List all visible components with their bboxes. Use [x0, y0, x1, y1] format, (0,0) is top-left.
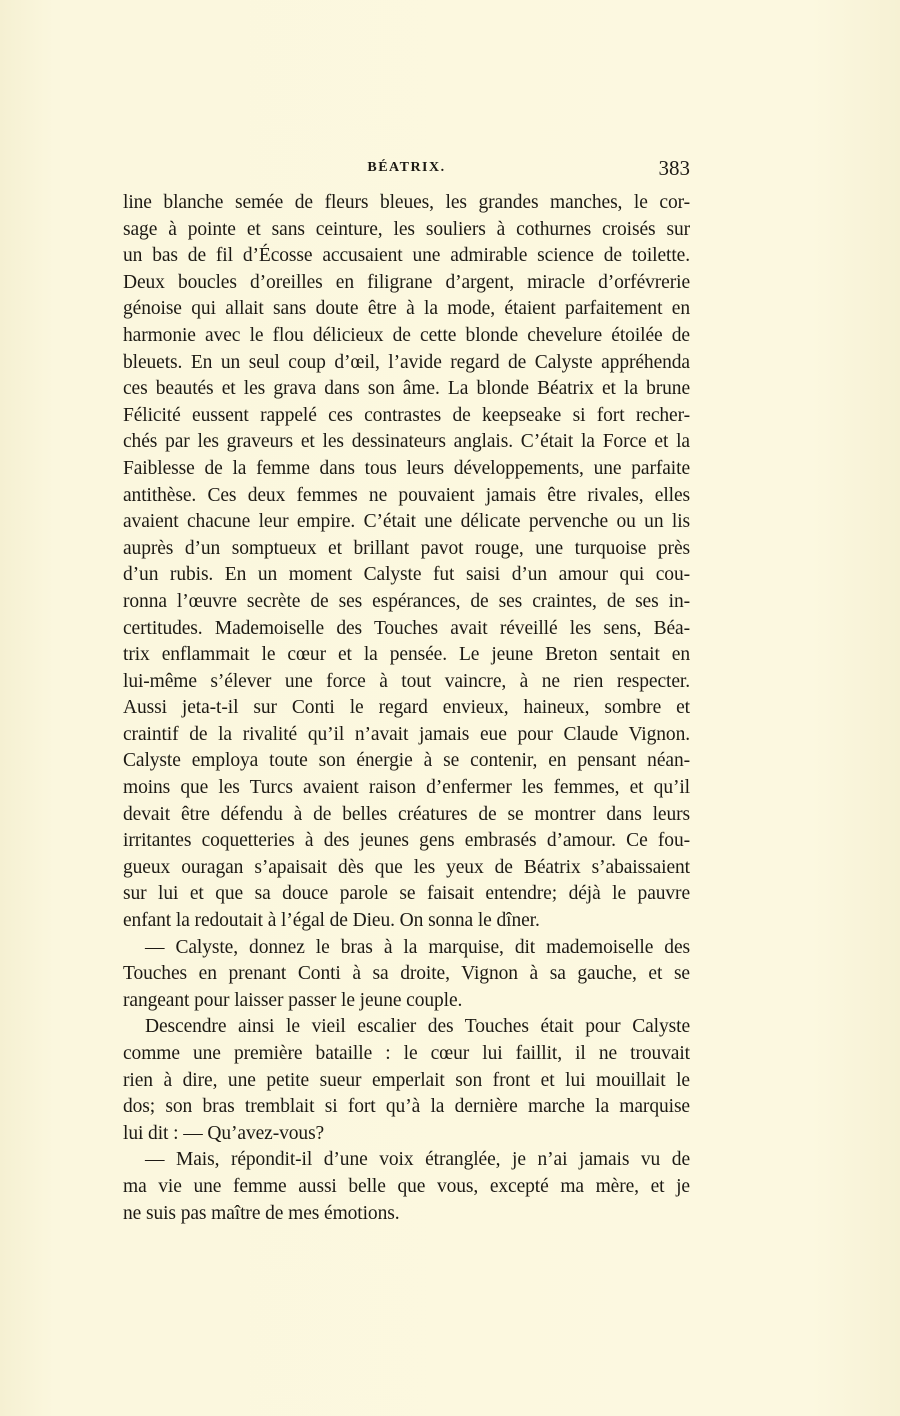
text-line: harmonie avec le flou délicieux de cette blonde chevelure étoilée de [123, 324, 690, 346]
text-line: d’un rubis. En un moment Calyste fut saisi d’un amour qui cou- [123, 564, 690, 586]
text-line: Descendre ainsi le vieil escalier des Touches était pour Calyste [145, 1016, 690, 1038]
text-line: ces beautés et les grava dans son âme. La blonde Béatrix et la brune [123, 378, 690, 400]
text-line: Touches en prenant Conti à sa droite, Vignon à sa gauche, et se [123, 963, 690, 985]
running-head [123, 158, 690, 184]
body-text [123, 190, 690, 1227]
text-line: enfant la redoutait à l’égal de Dieu. On sonna le dîner. [123, 910, 540, 932]
text-line: ronna l’œuvre secrète de ses espérances, de ses craintes, de ses in- [123, 590, 690, 612]
text-line: devait être défendu à de belles créatures de se montrer dans leurs [123, 803, 690, 825]
text-line: lui-même s’élever une force à tout vaincre, à ne rien respecter. [123, 670, 690, 692]
text-line: certitudes. Mademoiselle des Touches avait réveillé les sens, Béa- [123, 617, 690, 639]
text-line: génoise qui allait sans doute être à la mode, étaient parfaitement en [123, 298, 690, 320]
text-line: sage à pointe et sans ceinture, les souliers à cothurnes croisés sur [123, 218, 690, 240]
text-line: comme une première bataille : le cœur lui faillit, il ne trouvait [123, 1043, 690, 1064]
text-line: trix enflammait le cœur et la pensée. Le jeune Breton sentait en [123, 644, 690, 666]
text-line: un bas de fil d’Écosse accusaient une admirable science de toilette. [123, 245, 690, 267]
text-line: Aussi jeta-t-il sur Conti le regard envieux, haineux, sombre et [123, 697, 690, 719]
text-line: ne suis pas maître de mes émotions. [123, 1202, 400, 1224]
text-line: rien à dire, une petite sueur emperlait son front et lui mouillait le [123, 1069, 690, 1091]
text-line: — Calyste, donnez le bras à la marquise, dit mademoiselle des [145, 936, 690, 958]
text-line: — Mais, répondit-il d’une voix étranglée, je n’ai jamais vu de [145, 1149, 690, 1171]
text-line: auprès d’un somptueux et brillant pavot rouge, une turquoise près [123, 537, 690, 559]
text-line: sur lui et que sa douce parole se faisait entendre; déjà le pauvre [123, 883, 690, 905]
text-line: ma vie une femme aussi belle que vous, excepté ma mère, et je [123, 1175, 690, 1197]
text-line: craintif de la rivalité qu’il n’avait jamais eue pour Claude Vignon. [123, 723, 690, 745]
text-line: lui dit : — Qu’avez-vous? [123, 1122, 325, 1144]
text-line: Félicité eussent rappelé ces contrastes de keepseake si fort recher- [123, 404, 690, 426]
text-line: line blanche semée de fleurs bleues, les grandes manches, le cor- [123, 192, 690, 213]
text-line: bleuets. En un seul coup d’œil, l’avide regard de Calyste appréhenda [123, 351, 690, 373]
text-line: Calyste employa toute son énergie à se contenir, en pensant néan- [123, 750, 690, 772]
text-line: antithèse. Ces deux femmes ne pouvaient jamais être rivales, elles [123, 484, 690, 506]
text-line: rangeant pour laisser passer le jeune couple. [123, 989, 463, 1011]
text-line: Faiblesse de la femme dans tous leurs développements, une parfaite [123, 457, 690, 479]
text-line: avaient chacune leur empire. C’était une délicate pervenche ou un lis [123, 511, 690, 533]
running-title: BÉATRIX. [367, 160, 446, 175]
text-line: gueux ouragan s’apaisait dès que les yeux de Béatrix s’abaissaient [123, 856, 690, 878]
text-line: Deux boucles d’oreilles en filigrane d’argent, miracle d’orfévrerie [123, 271, 690, 293]
text-line: chés par les graveurs et les dessinateurs anglais. C’était la Force et la [123, 431, 690, 453]
text-line: dos; son bras tremblait si fort qu’à la dernière marche la marquise [123, 1096, 690, 1118]
text-line: moins que les Turcs avaient raison d’enfermer les femmes, et qu’il [123, 777, 690, 799]
text-line: irritantes coquetteries à des jeunes gens embrasés d’amour. Ce fou- [123, 830, 690, 852]
page-number: 383 [658, 156, 690, 180]
